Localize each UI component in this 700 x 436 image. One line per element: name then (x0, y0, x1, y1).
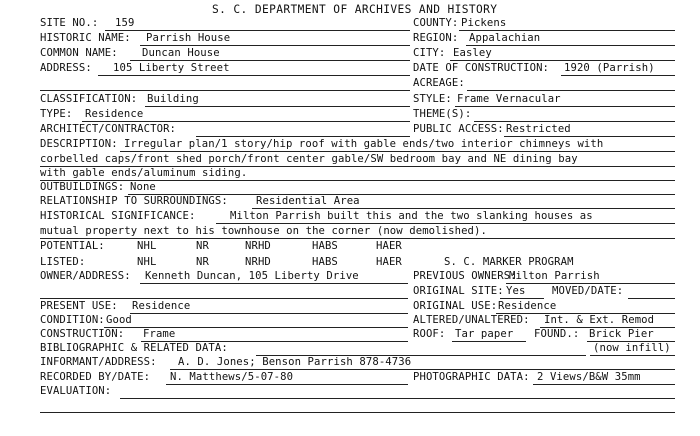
evaluation-rule-2 (40, 412, 675, 413)
present-use-label: PRESENT USE: (40, 300, 118, 312)
type-label: TYPE: (40, 108, 73, 120)
themes-rule (474, 121, 675, 122)
owner-value: Kenneth Duncan, 105 Liberty Drive (145, 270, 359, 282)
relationship-value: Residential Area (256, 195, 360, 207)
significance-rule-1 (216, 223, 675, 224)
roof-label: ROOF: (413, 328, 446, 340)
potential-nr: NR (196, 240, 209, 252)
potential-habs: HABS (312, 240, 338, 252)
public-access-value: Restricted (506, 123, 571, 135)
site-no-label: SITE NO.: (40, 17, 99, 29)
historic-name-rule (140, 45, 410, 46)
relationship-label: RELATIONSHIP TO SURROUNDINGS: (40, 195, 228, 207)
region-label: REGION: (413, 32, 459, 44)
classification-rule (145, 106, 410, 107)
form-title: S. C. DEPARTMENT OF ARCHIVES AND HISTORY (212, 3, 498, 16)
listed-nhl: NHL (137, 256, 157, 268)
present-use-rule (130, 313, 408, 314)
informant-label: INFORMANT/ADDRESS: (40, 356, 157, 368)
significance-line-1: Milton Parrish built this and the two slanking houses as (230, 210, 593, 222)
common-name-label: COMMON NAME: (40, 47, 118, 59)
roof-rule (452, 341, 526, 342)
date-of-construction-value: 1920 (Parrish) (564, 62, 655, 74)
foundation-rule-2 (590, 355, 675, 356)
original-site-label: ORIGINAL SITE: (413, 285, 504, 297)
potential-haer: HAER (376, 240, 402, 252)
public-access-label: PUBLIC ACCESS: (413, 123, 504, 135)
previous-owners-value: Milton Parrish (509, 270, 600, 282)
owner-label: OWNER/ADDRESS: (40, 270, 131, 282)
photographic-label: PHOTOGRAPHIC DATA: (413, 371, 530, 383)
outbuildings-label: OUTBUILDINGS: (40, 181, 125, 193)
common-name-value: Duncan House (142, 47, 220, 59)
moved-date-label: MOVED/DATE: (552, 285, 624, 297)
original-use-label: ORIGINAL USE: (413, 300, 498, 312)
city-value: Easley (453, 47, 492, 59)
region-value: Appalachian (469, 32, 541, 44)
bibliographic-label: BIBLIOGRAPHIC & RELATED DATA: (40, 342, 228, 354)
previous-owners-rule (506, 283, 675, 284)
historic-name-value: Parrish House (146, 32, 231, 44)
description-line-3: with gable ends/aluminum siding. (40, 167, 248, 179)
present-use-value: Residence (132, 300, 191, 312)
county-label: COUNTY: (413, 17, 459, 29)
city-label: CITY: (413, 47, 446, 59)
altered-value: Int. & Ext. Remod (544, 314, 655, 326)
blank-rule (40, 90, 410, 91)
photographic-rule (533, 384, 675, 385)
acreage-rule (467, 90, 675, 91)
outbuildings-value: None (130, 181, 156, 193)
photographic-value: 2 Views/B&W 35mm (537, 371, 641, 383)
themes-label: THEME(S): (413, 108, 472, 120)
listed-habs: HABS (312, 256, 338, 268)
type-rule (82, 121, 410, 122)
address-rule (98, 75, 410, 76)
recorded-by-rule (166, 384, 408, 385)
foundation-value: Brick Pier (589, 328, 654, 340)
potential-nhl: NHL (137, 240, 157, 252)
significance-rule-2 (40, 238, 675, 239)
common-name-rule (130, 60, 410, 61)
marker-program-heading: S. C. MARKER PROGRAM (444, 256, 574, 268)
construction-label: CONSTRUCTION: (40, 328, 125, 340)
significance-line-2: mutual property next to his townhouse on the corner (now demolished). (40, 225, 487, 237)
classification-value: Building (147, 93, 199, 105)
moved-date-rule (628, 298, 675, 299)
style-rule (455, 106, 675, 107)
potential-label: POTENTIAL: (40, 240, 105, 252)
county-value: Pickens (461, 17, 507, 29)
evaluation-rule-1 (120, 398, 675, 399)
city-rule (450, 60, 675, 61)
previous-owners-label: PREVIOUS OWNERS: (413, 270, 517, 282)
style-value: Frame Vernacular (457, 93, 561, 105)
original-use-value: Residence (498, 300, 557, 312)
foundation-value-continued: (now infill) (593, 342, 671, 354)
description-line-2: corbelled caps/front shed porch/front center gable/SW bedroom bay and NE dining bay (40, 153, 578, 165)
foundation-label: FOUND.: (534, 328, 580, 340)
site-no-value: 159 (115, 17, 135, 29)
style-label: STYLE: (413, 93, 452, 105)
description-line-1: Irregular plan/1 story/hip roof with gable ends/two interior chimneys with (124, 138, 604, 150)
evaluation-label: EVALUATION: (40, 385, 112, 397)
original-site-rule (500, 298, 544, 299)
listed-nr: NR (196, 256, 209, 268)
owner-rule (140, 283, 408, 284)
listed-label: LISTED: (40, 256, 86, 268)
description-label: DESCRIPTION: (40, 138, 118, 150)
potential-nrhd: NRHD (245, 240, 271, 252)
classification-label: CLASSIFICATION: (40, 93, 138, 105)
recorded-by-label: RECORDED BY/DATE: (40, 371, 151, 383)
significance-label: HISTORICAL SIGNIFICANCE: (40, 210, 196, 222)
listed-nrhd: NRHD (245, 256, 271, 268)
informant-value: A. D. Jones; Benson Parrish 878-4736 (178, 356, 412, 368)
condition-value: Good (106, 314, 132, 326)
address-label: ADDRESS: (40, 62, 92, 74)
description-rule-1 (120, 151, 675, 152)
owner-extra-rule (40, 298, 408, 299)
date-of-construction-rule (561, 75, 675, 76)
relationship-rule (252, 208, 675, 209)
region-rule (466, 45, 675, 46)
type-value: Residence (85, 108, 144, 120)
architect-rule (196, 136, 410, 137)
construction-value: Frame (143, 328, 176, 340)
altered-label: ALTERED/UNALTERED: (413, 314, 530, 326)
original-site-value: Yes (506, 285, 526, 297)
listed-haer: HAER (376, 256, 402, 268)
acreage-label: ACREAGE: (413, 77, 465, 89)
public-access-rule (504, 136, 675, 137)
date-of-construction-label: DATE OF CONSTRUCTION: (413, 62, 550, 74)
historic-name-label: HISTORIC NAME: (40, 32, 131, 44)
county-rule (459, 30, 675, 31)
roof-value: Tar paper (455, 328, 514, 340)
recorded-by-value: N. Matthews/5-07-80 (170, 371, 294, 383)
address-value: 105 Liberty Street (113, 62, 230, 74)
site-no-rule (105, 30, 410, 31)
architect-label: ARCHITECT/CONTRACTOR: (40, 123, 177, 135)
condition-label: CONDITION: (40, 314, 105, 326)
informant-rule (170, 369, 675, 370)
